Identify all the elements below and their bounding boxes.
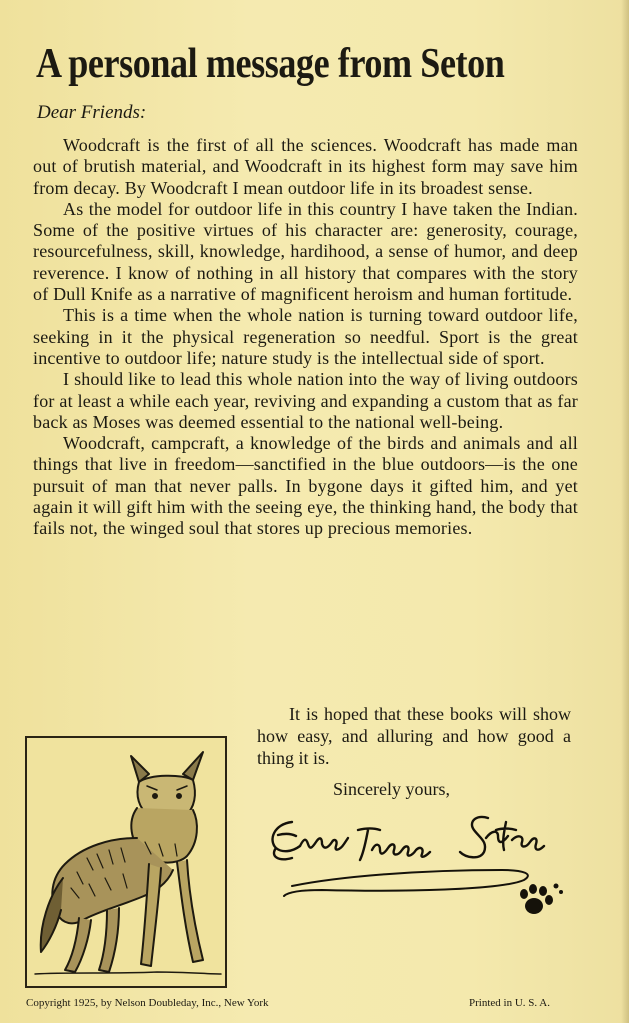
paragraph-campcraft: Woodcraft, campcraft, a knowledge of the birds and animals and all things that live in freedom—sanctified in the blue outdoors—is the one pursuit of man that never palls. In bygone days it gifted him, and yet again it will gift him with the seeing eye, the thinking hand, the body that fails not, the winged soul that stores up precious memories. bbox=[33, 433, 578, 539]
letter-body bbox=[33, 135, 578, 540]
valediction: Sincerely yours, bbox=[333, 779, 450, 799]
salutation: Dear Friends: bbox=[37, 102, 147, 123]
copyright-notice: Copyright 1925, by Nelson Doubleday, Inc., New York bbox=[26, 997, 269, 1009]
closing-paragraph: It is hoped that these books will show how easy, and alluring and how good a thing it is. bbox=[257, 704, 571, 768]
paragraph-nation-outdoors: This is a time when the whole nation is turning toward outdoor life, seeking in it the physical regeneration so needful. Sport is the great incentive to outdoor life; nature study is the intellectual side of sport. bbox=[33, 305, 578, 368]
closing-block bbox=[257, 703, 571, 769]
wolf-illustration bbox=[25, 736, 227, 988]
page-title: A personal message from Seton bbox=[36, 41, 505, 87]
paragraph-woodcraft: Woodcraft is the first of all the sciences. Woodcraft has made man out of brutish material, and Woodcraft in its highest form may save him from decay. By Woodcraft I mean outdoor life in its broadest sense. bbox=[33, 135, 578, 198]
paragraph-indian-model: As the model for outdoor life in this country I have taken the Indian. Some of the positive virtues of his character are: generosity, courage, resourcefulness, skill, knowledge, hardihood, a sense of humor, and deep reverence. I know of nothing in all history that compares with the story of Dull Knife as a narrative of magnificent heroism and human fortitude. bbox=[33, 198, 578, 305]
paragraph-living-outdoors: I should like to lead this whole nation into the way of living outdoors for at least a while each year, reviving and expanding a custom that as far back as Moses was deemed essential to the national well-being. bbox=[33, 369, 578, 432]
page-edge-shadow bbox=[621, 0, 629, 1023]
pawprint-icon bbox=[516, 880, 566, 920]
wolf-drawing bbox=[27, 738, 225, 986]
printed-in-notice: Printed in U. S. A. bbox=[469, 997, 550, 1009]
